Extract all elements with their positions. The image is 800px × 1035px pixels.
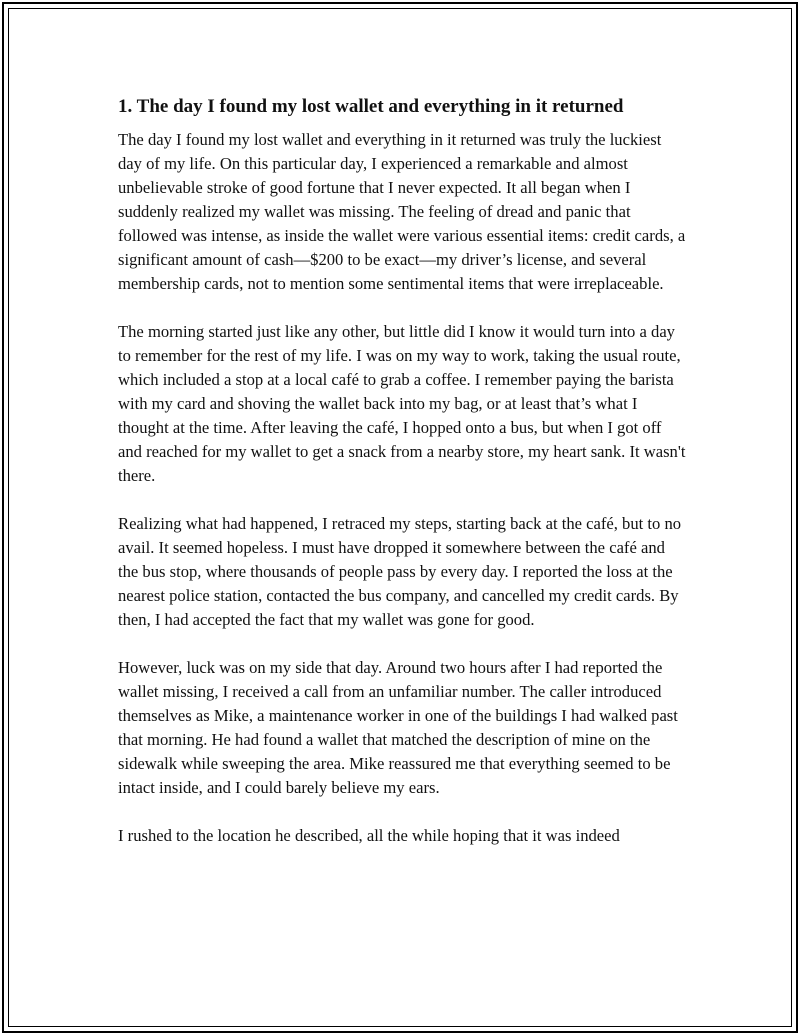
paragraph-3: Realizing what had happened, I retraced my steps, starting back at the café, but to no avail. It seemed hopeless. I must have dropped it somewhere between the café and the bus stop, where thousands of people pass by every day. I reported the loss at the nearest police station, contacted the bus company, and cancelled my credit cards. By then, I had accepted the fact that my wallet was gone for good.: [118, 514, 682, 629]
paragraph-1: The day I found my lost wallet and everything in it returned was truly the luckiest day of my life. On this particular day, I experienced a remarkable and almost unbelievable stroke of good fortune that I never expected. It all began when I suddenly realized my wallet was missing. The feeling of dread and panic that followed was intense, as inside the wallet were various essential items: credit cards, a significant amount of cash—$200 to be exact—my driver’s license, and several membership cards, not to mention some sentimental items that were irreplaceable.: [118, 130, 686, 293]
paragraph-2: The morning started just like any other, but little did I know it would turn into a day to remember for the rest of my life. I was on my way to work, taking the usual route, which included a stop at a local café to grab a coffee. I remember paying the barista with my card and shoving the wallet back into my bag, or at least that’s what I thought at the time. After leaving the café, I hopped onto a bus, but when I got off and reached for my wallet to get a snack from a nearby store, my heart sank. It wasn't there.: [118, 322, 686, 485]
section-heading: 1. The day I found my lost wallet and everything in it returned: [118, 96, 624, 117]
paragraph-4: However, luck was on my side that day. Around two hours after I had reported the wallet missing, I received a call from an unfamiliar number. The caller introduced themselves as Mike, a maintenance worker in one of the buildings I had walked past that morning. He had found a wallet that matched the description of mine on the sidewalk while sweeping the area. Mike reassured me that everything seemed to be intact inside, and I could barely believe my ears.: [118, 658, 678, 797]
document-body: [118, 94, 686, 872]
paragraph-5: I rushed to the location he described, all the while hoping that it was indeed: [118, 826, 620, 845]
